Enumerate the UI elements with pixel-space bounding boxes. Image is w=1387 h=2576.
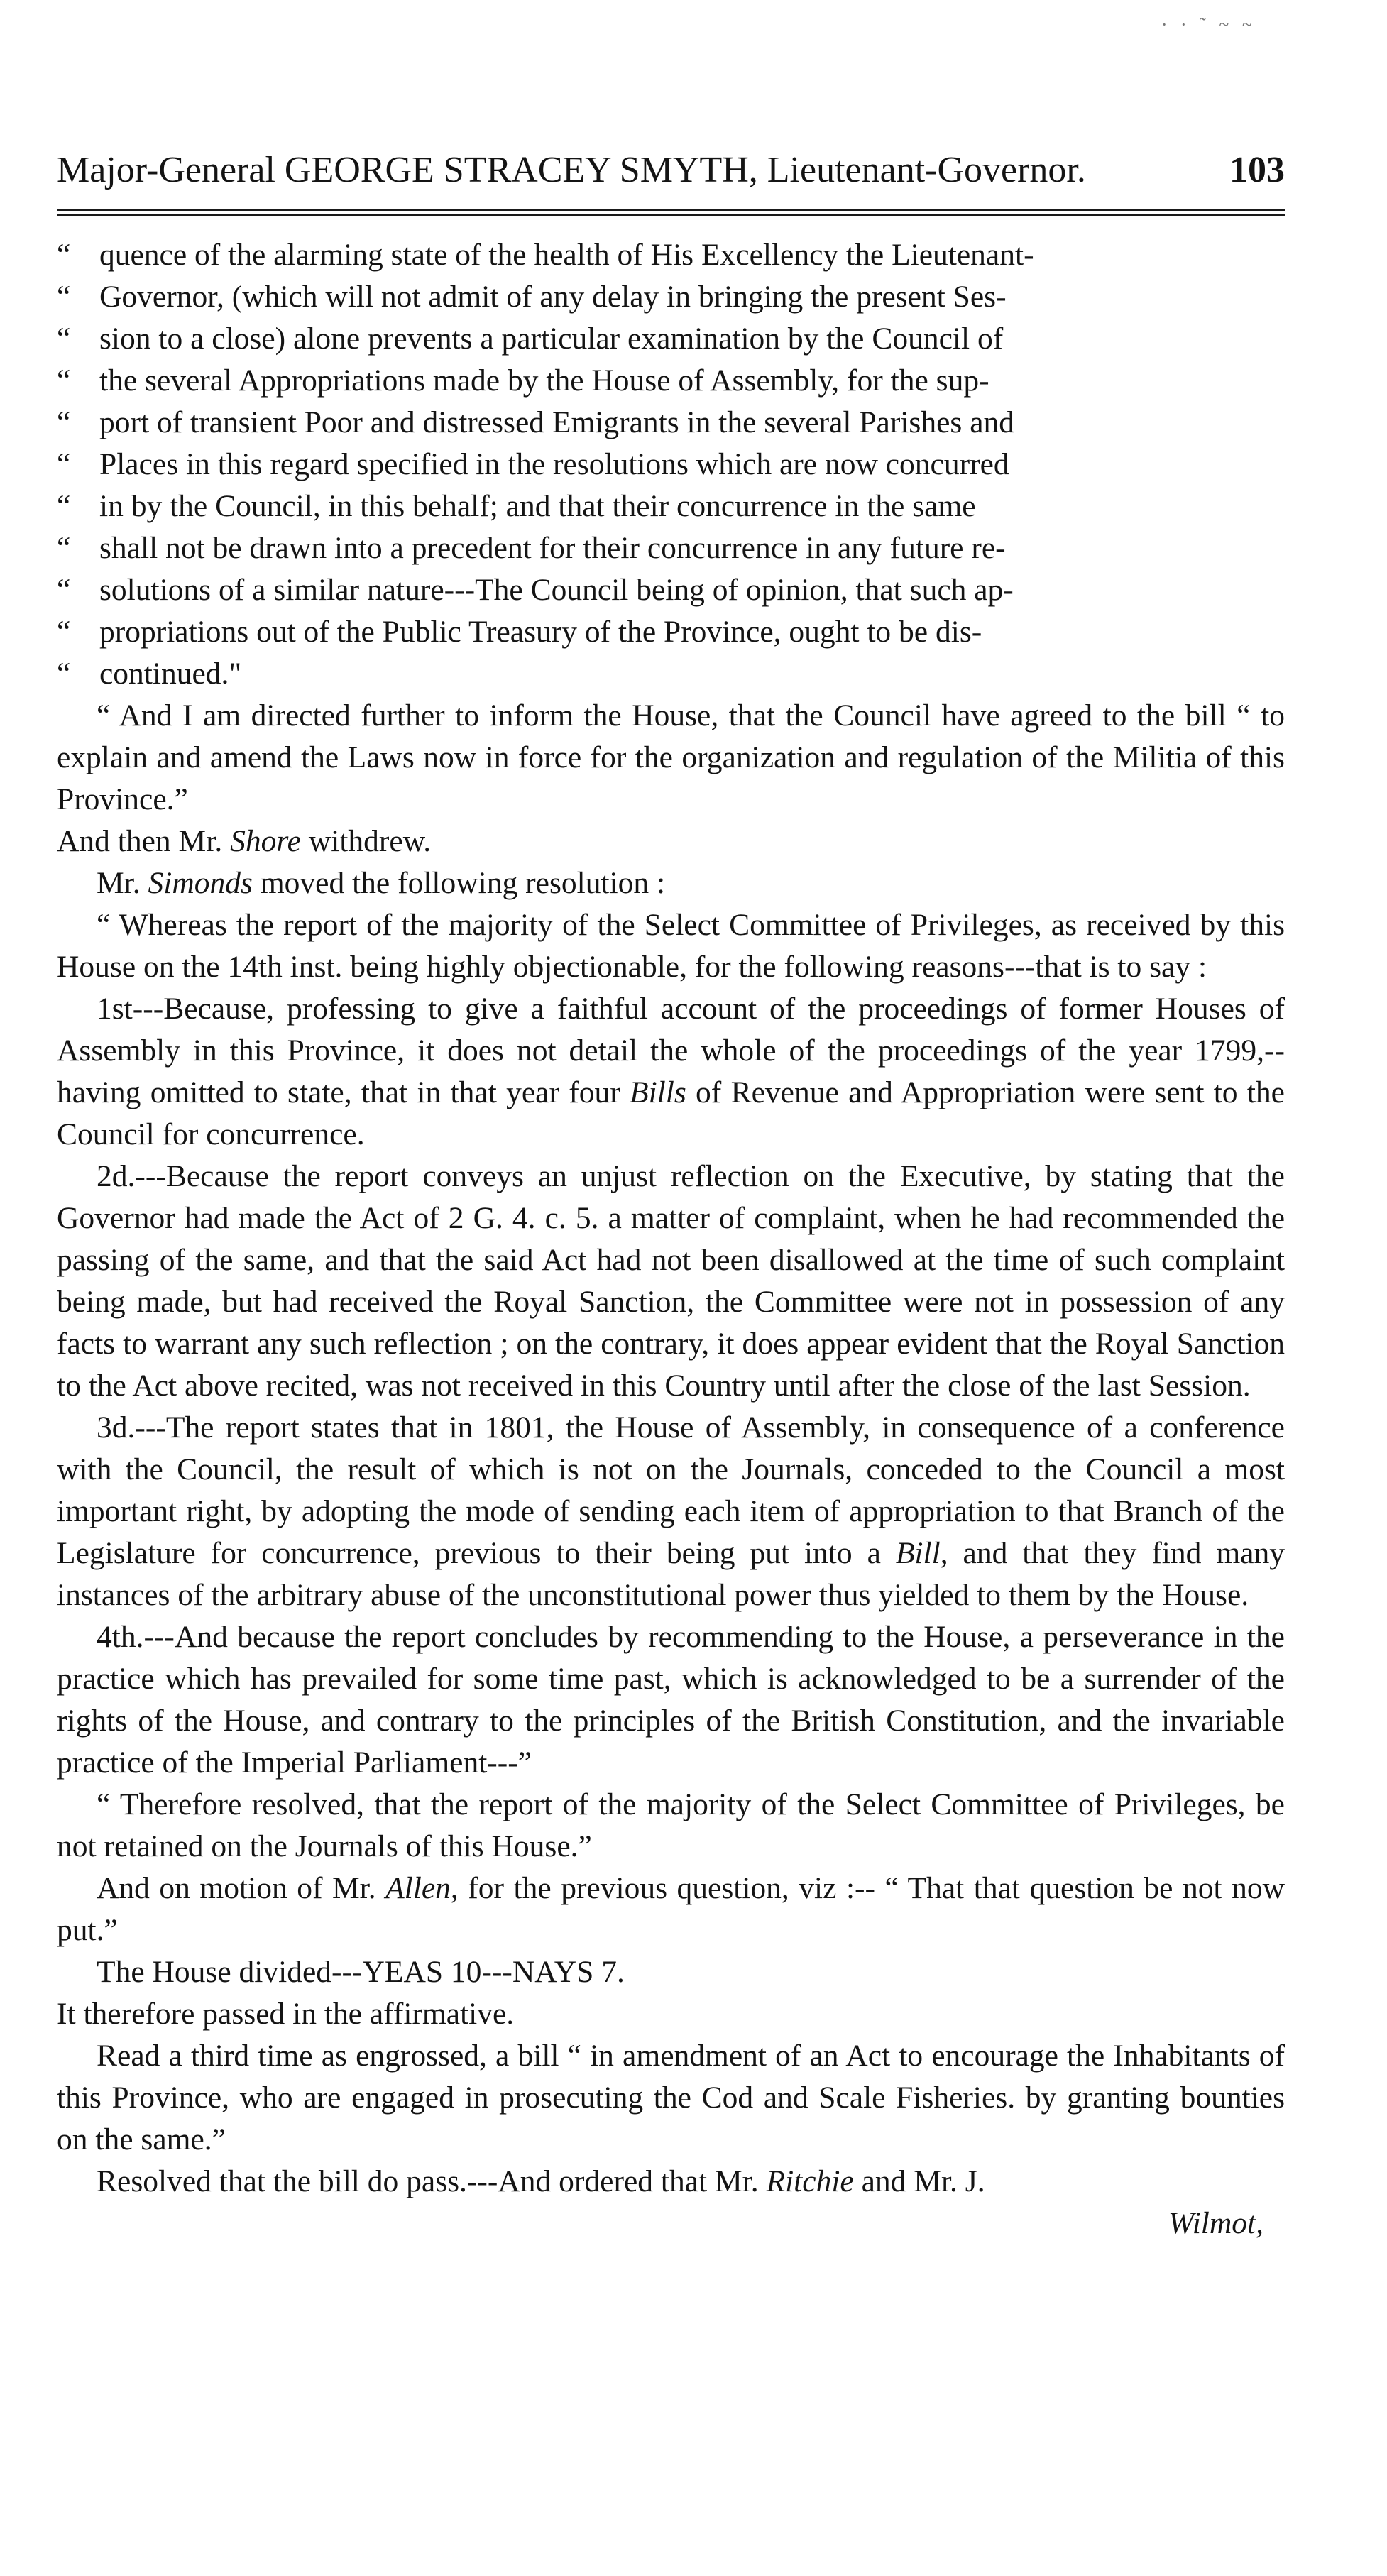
page-number: 103 — [1229, 150, 1285, 190]
paragraph-second-reason: 2d.---Because the report conveys an unjust reflection on the Executive, by stating that the Governor had made the Act of 2 G. 4. c. 5. a matter of complaint, when he had recommended the passing of the same, and that the said Act had not been disallowed at the time of such complaint being made, but had received the Royal Sanction, the Committee were not in possession of any facts to warrant any such reflection ; on the contrary, it does appear evident that the Royal Sanction to the Act above recited, was not received in this Country until after the close of the last Session. — [57, 1159, 1285, 1403]
quoted-line: “ Places in this regard specified in the resolutions which are now concurred — [57, 447, 1009, 481]
quoted-line: “ shall not be drawn into a precedent for their concurrence in any future re- — [57, 531, 1006, 565]
quoted-line: “ sion to a close) alone prevents a particular examination by the Council of — [57, 322, 1004, 356]
paragraph-motion: Mr. Simonds moved the following resolution : — [97, 866, 666, 900]
header-rule — [57, 209, 1285, 211]
catchword: Wilmot, — [1168, 2206, 1263, 2240]
paragraph-bill-pass: Resolved that the bill do pass.---And ordered that Mr. Ritchie and Mr. J. — [97, 2164, 985, 2198]
corner-mark: · · ˜ ~ ~ — [1161, 14, 1256, 35]
quoted-line: “ in by the Council, in this behalf; and that their concurrence in the same — [57, 489, 976, 523]
quoted-line: “ propriations out of the Public Treasury of the Province, ought to be dis- — [57, 615, 982, 649]
paragraph-third-reading: Read a third time as engrossed, a bill “ in amendment of an Act to encourage the Inhabitants of this Province, who are engaged in prosecuting the Cod and Scale Fisheries. by granting bounties on the same.” — [57, 2039, 1285, 2156]
paragraph-affirmative: It therefore passed in the affirmative. — [57, 1997, 515, 2031]
paragraph-previous-question: And on motion of Mr. Allen, for the previous question, viz :-- “ That that question be not now put.” — [57, 1871, 1285, 1947]
running-title: Major-General GEORGE STRACEY SMYTH, Lieutenant-Governor. — [57, 150, 1086, 190]
paragraph-resolved: “ Therefore resolved, that the report of the majority of the Select Committee of Privileges, be not retained on the Journals of this House.” — [57, 1787, 1285, 1863]
quoted-message — [57, 234, 1285, 695]
running-header — [57, 149, 1285, 192]
header-rule-thin — [57, 214, 1285, 216]
paragraph-whereas: “ Whereas the report of the majority of the Select Committee of Privileges, as received by this House on the 14th inst. being highly objectionable, for the following reasons---that is to say : — [57, 908, 1285, 984]
document-page — [43, 0, 1320, 2576]
paragraph-withdrew: And then Mr. Shore withdrew. — [57, 824, 432, 858]
body-text — [57, 234, 1285, 2245]
paragraph-fourth-reason: 4th.---And because the report concludes by recommending to the House, a perseverance in the practice which has prevailed for some time past, which is acknowledged to be a surrender of the rights of the House, and contrary to the principles of the British Constitution, and the invariable practice of the Imperial Parliament---” — [57, 1620, 1285, 1780]
paragraph-third-reason: 3d.---The report states that in 1801, the House of Assembly, in consequence of a conference with the Council, the result of which is not on the Journals, conceded to the Council a most important right, by adopting the mode of sending each item of appropriation to that Branch of the Legislature for concurrence, previous to their being put into a Bill, and that they find many instances of the arbitrary abuse of the unconstitutional power thus yielded to them by the House. — [57, 1410, 1285, 1612]
paragraph-first-reason: 1st---Because, professing to give a faithful account of the proceedings of former Houses of Assembly in this Province, it does not detail the whole of the proceedings of the year 1799,--having omitted to state, that in that year four Bills of Revenue and Appropriation were sent to the Council for concurrence. — [57, 992, 1285, 1151]
quoted-line: “ continued." — [57, 657, 242, 691]
quoted-line: “ Governor, (which will not admit of any delay in bringing the present Ses- — [57, 280, 1007, 314]
quoted-line: “ quence of the alarming state of the health of His Excellency the Lieutenant- — [57, 238, 1034, 272]
paragraph-division: The House divided---YEAS 10---NAYS 7. — [97, 1955, 625, 1989]
quoted-line: “ the several Appropriations made by the House of Assembly, for the sup- — [57, 363, 989, 398]
quoted-line: “ solutions of a similar nature---The Council being of opinion, that such ap- — [57, 573, 1014, 607]
paragraph-council-agreed: “ And I am directed further to inform the House, that the Council have agreed to the bill “ to explain and amend the Laws now in force for the organization and regulation of the Militia of this Province.” — [57, 698, 1285, 816]
quoted-line: “ port of transient Poor and distressed Emigrants in the several Parishes and — [57, 405, 1015, 439]
